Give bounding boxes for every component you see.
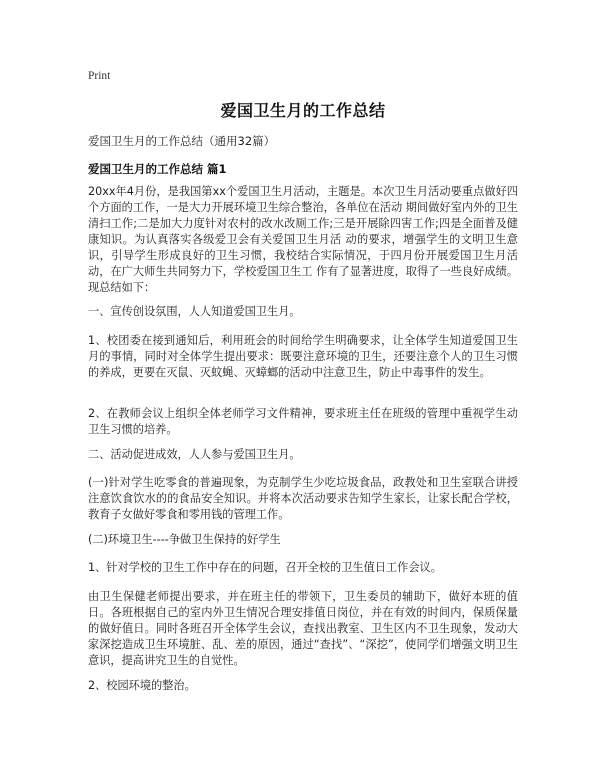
paragraph-1-2: 2、在教师会议上组织全体老师学习文件精神，要求班主任在班级的管理中重视学生动卫生习惯的培养。 xyxy=(88,407,518,436)
paragraph-1-1: 1、校团委在接到通知后，利用班会的时间给学生明确要求，让全体学生知道爱国卫生月的事情，同时对全体学生提出要求：既要注意环境的卫生，还要注意个人的卫生习惯的养成，更要在灭鼠、灭蚊蝇、灭蟑螂的活动中注意卫生，防止中毒事件的发生。 xyxy=(88,334,518,379)
section-heading: 爱国卫生月的工作总结 篇1 xyxy=(88,162,227,176)
paragraph-2-2-heading: (二)环境卫生----争做卫生保持的好学生 xyxy=(88,533,281,546)
paragraph-intro: 20xx年4月份，是我国第xx个爱国卫生月活动，主题是。本次卫生月活动要重点做好四个方面的工作，一是大力开展环境卫生综合整治，各单位在活动 期间做好室内外的卫生清扫工作;二是加大力度针对农村的改水改厕工作;三是开展除四害工作;四是全面普及健康知识。为认真落实各级爱卫会有关爱国卫生月活 动的要求，增强学生的文明卫生意识，引导学生形成良好的卫生习惯，我校结合实际情况，于四月份开展爱国卫生月活动，在广大师生共同努力下，学校爱国卫生工 作有了显著进度，取得了一些良好成绩。现总结如下： xyxy=(88,185,518,294)
document-title: 爱国卫生月的工作总结 xyxy=(220,101,386,120)
print-label[interactable]: Print xyxy=(88,70,111,82)
paragraph-heading-2: 二、活动促进成效，人人参与爱国卫生月。 xyxy=(88,448,301,461)
document-subtitle: 爱国卫生月的工作总结（通用32篇） xyxy=(88,134,276,148)
paragraph-2-2-body: 由卫生保健老师提出要求，并在班主任的带领下，卫生委员的辅助下，做好本班的值日。各班根据自己的室内外卫生情况合理安排值日岗位，并在有效的时间内，保质保量的做好值日。同时各班召开全体学生会议，查找出教室、卫生区内不卫生现象，发动大家深挖造成卫生环境脏、乱、差的原因，通过“查找”、“深挖”，使同学们增强文明卫生意识，提高讲究卫生的自觉性。 xyxy=(88,590,518,667)
paragraph-2-1: (一)针对学生吃零食的普遍现象，为克制学生少吃垃圾食品，政教处和卫生室联合讲授注意饮食饮水的的食品安全知识。并将本次活动要求告知学生家长，让家长配合学校，教育子女做好零食和零用钱的管理工作。 xyxy=(88,476,518,521)
paragraph-heading-1: 一、宣传创设氛围，人人知道爱国卫生月。 xyxy=(88,305,301,318)
paragraph-2-2-2: 2、校园环境的整治。 xyxy=(88,679,196,692)
paragraph-2-2-1: 1、针对学校的卫生工作中存在的问题，召开全校的卫生值日工作会议。 xyxy=(88,561,442,574)
